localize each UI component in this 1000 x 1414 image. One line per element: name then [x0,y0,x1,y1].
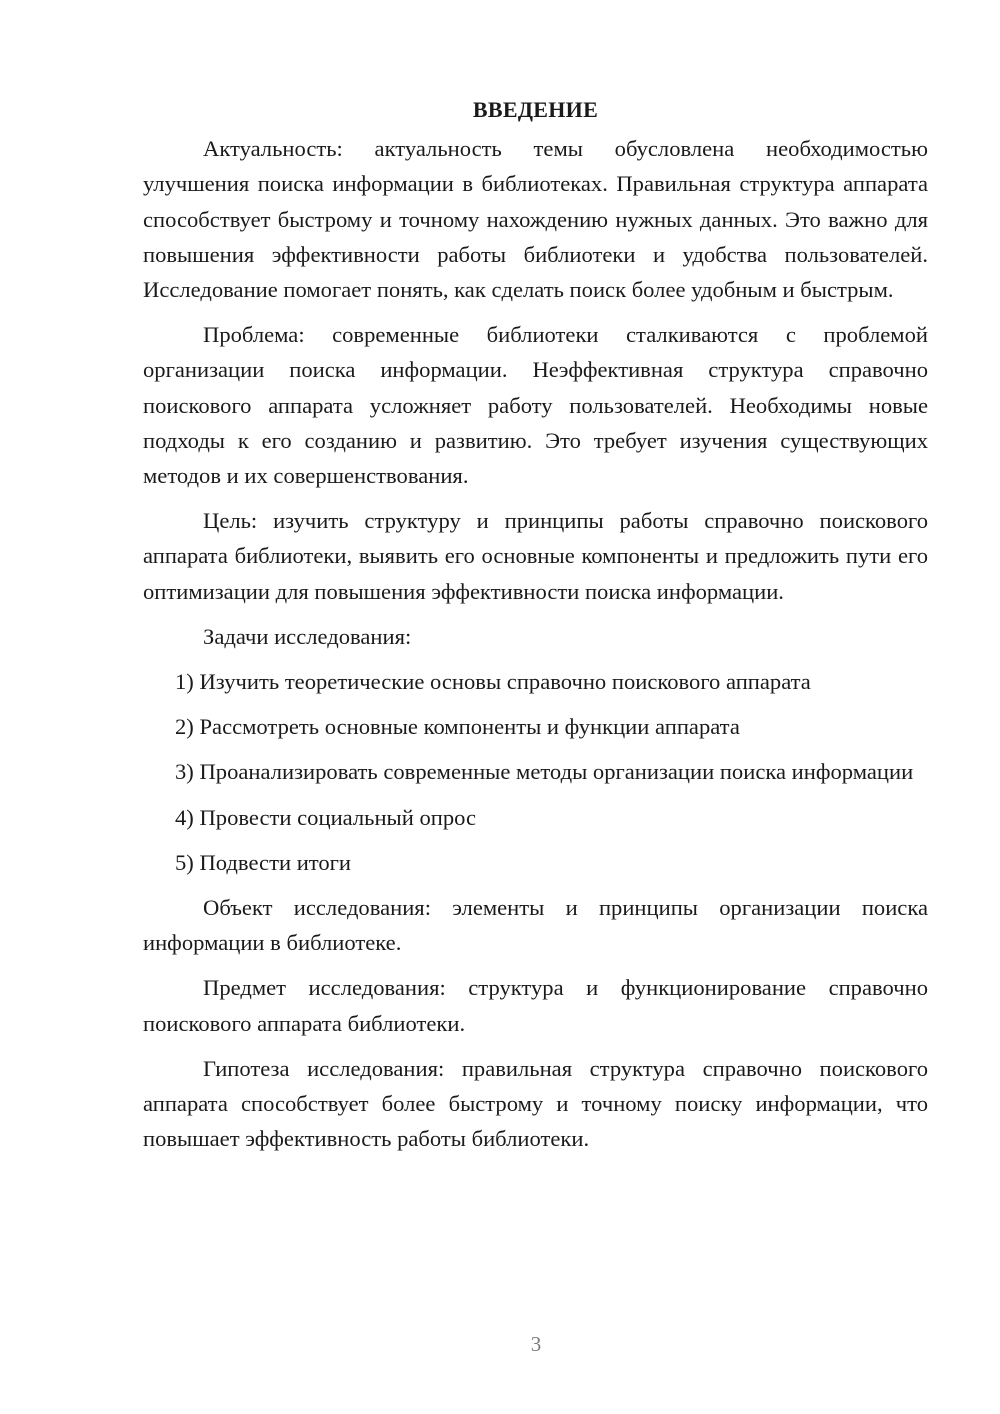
list-item: 4) Провести социальный опрос [175,804,477,830]
list-item: 1) Изучить теоретические основы справочно поискового аппарата [175,669,811,695]
list-item: 2) Рассмотреть основные компоненты и функции аппарата [175,714,740,740]
page-number: 3 [530,1332,542,1356]
list-item: 3) Проанализировать современные методы организации поиска информации [175,759,914,785]
page-title: ВВЕДЕНИЕ [472,97,599,122]
hypothesis-paragraph: Гипотеза исследования: правильная структура справочно поискового аппарата способствует более быстрому и точному поиску информации, что повышает эффективность работы библиотеки. [143,1055,928,1152]
subject-paragraph: Предмет исследования: структура и функционирование справочно поискового аппарата библиотеки. [143,975,928,1036]
object-paragraph: Объект исследования: элементы и принципы организации поиска информации в библиотеке. [143,895,928,956]
goal-paragraph: Цель: изучить структуру и принципы работы справочно поискового аппарата библиотеки, выявить его основные компоненты и предложить пути его оптимизации для повышения эффективности поиска информации. [143,508,928,604]
tasks-list [143,664,928,880]
document-page [143,92,928,1156]
list-item: 5) Подвести итоги [175,849,352,875]
tasks-heading: Задачи исследования: [203,623,412,649]
relevance-paragraph: Актуальность: актуальность темы обусловлена необходимостью улучшения поиска информации в библиотеках. Правильная структура аппарата способствует быстрому и точному нахождению нужных данных. Это важно для повышения эффективности работы библиотеки и удобства пользователей. Исследование помогает понять, как сделать поиск более удобным и быстрым. [143,136,928,303]
problem-paragraph: Проблема: современные библиотеки сталкиваются с проблемой организации поиска информации. Неэффективная структура справочно поискового аппарата усложняет работу пользователей. Необходимы новые подходы к его созданию и развитию. Это требует изучения существующих методов и их совершенствования. [143,322,928,489]
